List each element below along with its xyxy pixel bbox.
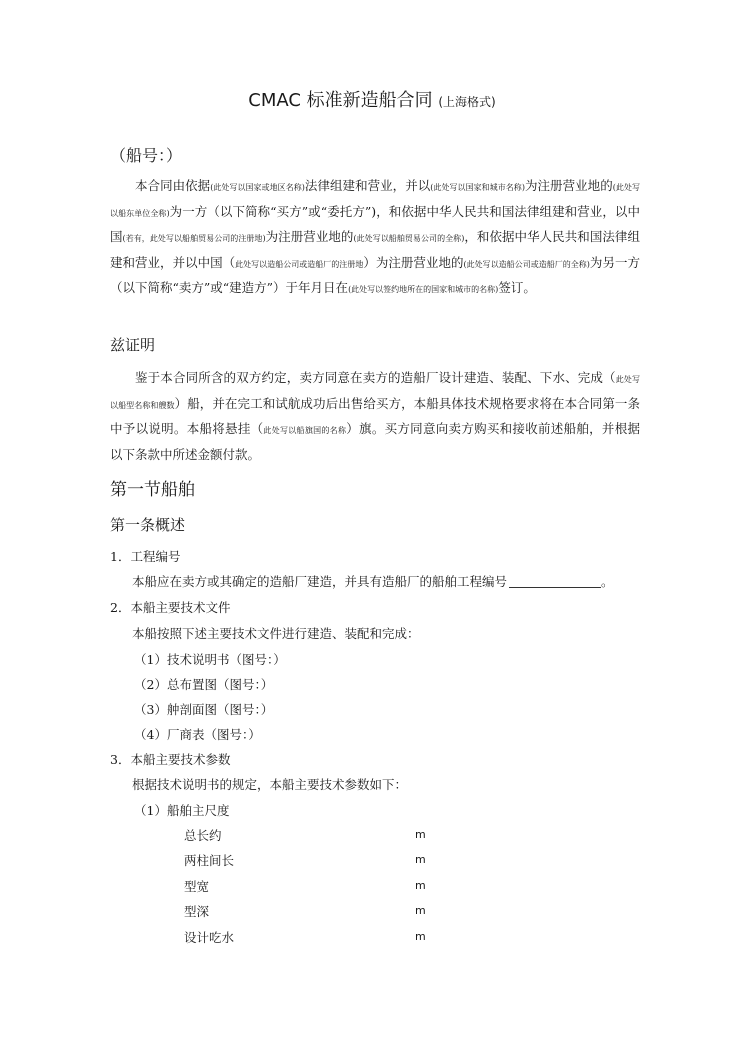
intro-text: 为一方（以下简称“买方”或“委托方”)，和依据中华人民共和国法律组建和营业，以中国 — [110, 203, 640, 244]
item-1-text — [132, 572, 614, 590]
intro-note: (此处写以船舶贸易公司的全称) — [353, 234, 465, 243]
witness-note: 此处写以船旗国的名称 — [263, 426, 347, 435]
doc-item: （1）技术说明书（图号：） — [134, 652, 286, 667]
witness-note: 此处写以船型名称和艘数 — [110, 375, 640, 410]
dimension-unit: m — [415, 879, 426, 892]
article-heading: 第一条概述 — [110, 516, 186, 534]
intro-paragraph — [110, 174, 640, 302]
contract-title — [0, 86, 744, 112]
witness-paragraph — [110, 366, 640, 466]
intro-text: 签订。 — [498, 280, 536, 295]
dimension-label: 两柱间长 — [184, 853, 235, 868]
doc-item: （4）厂商表（图号：） — [134, 727, 261, 742]
intro-text: 法律组建和营业，并以 — [304, 178, 431, 193]
intro-text: ，和依据中华人民共和国法律组建和营业，并以中国（ — [110, 229, 640, 270]
title-main: CMAC 标准新造船合同 — [248, 90, 433, 111]
dimension-unit: m — [415, 930, 426, 943]
intro-note: 此处写以造船公司或造船厂的注册地 — [235, 259, 364, 269]
ship-number: （船号：） — [110, 146, 183, 165]
witness-heading: 兹证明 — [110, 336, 156, 354]
dimension-label: 设计吃水 — [184, 930, 235, 945]
project-number-blank — [509, 573, 601, 588]
intro-text: 本合同由依据 — [135, 178, 211, 193]
item-3-title: 3．本船主要技术参数 — [110, 752, 231, 767]
intro-note: (此处写以国家或地区名称) — [210, 183, 305, 192]
dimension-unit: m — [415, 904, 426, 917]
item-1-title: 1．工程编号 — [110, 549, 181, 564]
doc-item: （3）舯剖面图（图号：） — [134, 702, 274, 717]
section-heading: 第一节船舶 — [110, 480, 195, 500]
intro-text: 为注册营业地的 — [265, 229, 354, 244]
dimension-unit: m — [415, 828, 426, 841]
dimension-label: 型宽 — [184, 879, 210, 894]
intro-text: ）为注册营业地的 — [363, 254, 464, 270]
intro-note: (此处写以签约地所在的国家和城市的名称) — [348, 285, 499, 294]
dimensions-title: （1）船舶主尺度 — [134, 803, 230, 818]
witness-text: ）船，并在完工和试航成功后出售给买方，本船具体技术规格要求将在本合同第一条中予以说明。本船将悬挂（ — [110, 395, 640, 436]
doc-item: （2）总布置图（图号：） — [134, 677, 274, 692]
intro-note: (此处写以国家和城市名称) — [430, 183, 525, 192]
witness-text: 鉴于本合同所含的双方约定，卖方同意在卖方的造船厂设计建造、装配、下水、完成（ — [135, 370, 616, 385]
intro-note: (此处写以船东单位全称) — [110, 183, 640, 218]
item-2-title: 2．本船主要技术文件 — [110, 600, 231, 615]
dimension-label: 总长约 — [184, 828, 222, 843]
item-2-text: 本船按照下述主要技术文件进行建造、装配和完成： — [132, 626, 420, 641]
intro-text: 为另一方（以下简称“卖方”或“建造方”）于年月日在 — [110, 254, 640, 295]
witness-text: ）旗。买方同意向卖方购买和接收前述船舶，并根据以下条款中所述金额付款。 — [110, 421, 640, 462]
item-1-end: 。 — [601, 574, 614, 589]
intro-note: (此处写以造船公司或造船厂的全称) — [463, 259, 590, 269]
title-subtitle: (上海格式) — [438, 95, 496, 109]
item-3-text: 根据技术说明书的规定，本船主要技术参数如下： — [132, 777, 408, 792]
dimension-unit: m — [415, 853, 426, 866]
item-1-sentence: 本船应在卖方或其确定的造船厂建造，并具有造船厂的船舶工程编号 — [132, 574, 508, 589]
intro-note: (若有，此处写以船舶贸易公司的注册地) — [122, 234, 266, 243]
dimension-label: 型深 — [184, 904, 210, 919]
intro-text: 为注册营业地的 — [524, 178, 613, 193]
